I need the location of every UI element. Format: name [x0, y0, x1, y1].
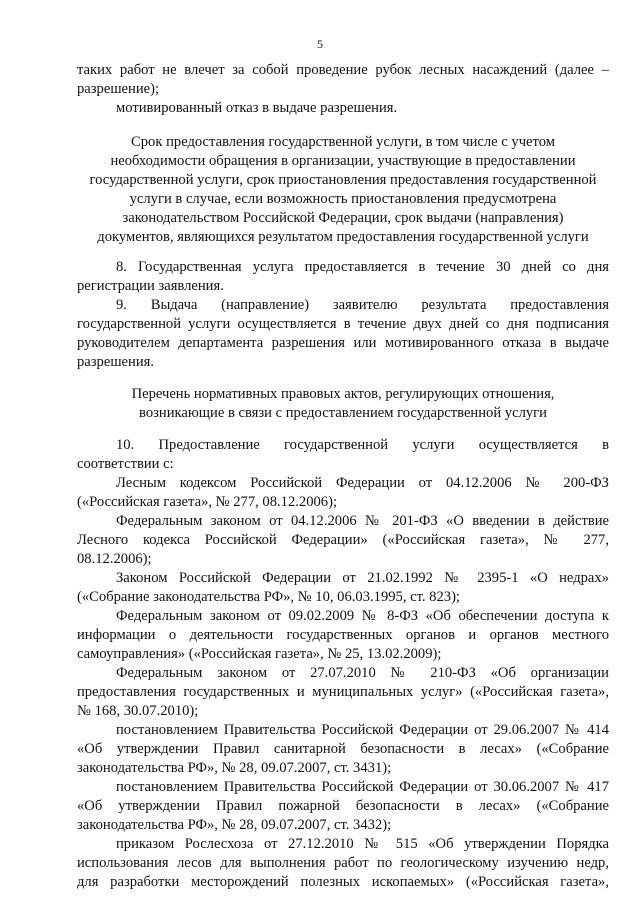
text-line: законодательства РФ», № 28, 09.07.2007, ст. 3432); — [77, 817, 392, 833]
text-line: Лесного кодекса Российской Федерации» («Российская газета», № 277, — [77, 532, 609, 548]
text-line: таких работ не влечет за собой проведение рубок лесных насаждений (далее – — [77, 62, 609, 78]
section-heading-line: возникающие в связи с предоставлением государственной услуги — [139, 405, 547, 421]
text-line: Федеральным законом от 09.02.2009 № 8-ФЗ «Об обеспечении доступа к — [116, 608, 609, 624]
text-line: № 168, 30.07.2010); — [77, 703, 199, 719]
section-heading-line: Срок предоставления государственной услуги, в том числе с учетом — [131, 134, 555, 150]
text-line: руководителем департамента разрешения или мотивированного отказа в выдаче — [77, 335, 609, 351]
text-line: регистрации заявления. — [77, 278, 224, 294]
text-line: информации о деятельности государственных органов и органов местного — [77, 627, 609, 643]
section-heading-line: документов, являющихся результатом предоставления государственной услуги — [97, 229, 589, 245]
text-line: для разработки месторождений полезных ископаемых» («Российская газета», — [77, 874, 609, 890]
text-line: разрешение); — [77, 81, 160, 97]
text-line: («Российская газета», № 277, 08.12.2006); — [77, 494, 338, 510]
text-line: «Об утверждении Правил пожарной безопасности в лесах» («Собрание — [77, 798, 609, 814]
text-line: 10. Предоставление государственной услуги осуществляется в — [116, 437, 609, 453]
text-line: постановлением Правительства Российской Федерации от 29.06.2007 № 414 — [116, 722, 609, 738]
text-line: 9. Выдача (направление) заявителю результата предоставления — [116, 297, 609, 313]
section-heading-line: законодательством Российской Федерации, срок выдачи (направления) — [122, 210, 564, 226]
text-line: приказом Рослесхоза от 27.12.2010 № 515 «Об утверждении Порядка — [116, 836, 609, 852]
text-line: разрешения. — [77, 354, 155, 370]
text-line: постановлением Правительства Российской Федерации от 30.06.2007 № 417 — [116, 779, 609, 795]
section-heading-line: услуги в случае, если возможность приостановления предусмотрена — [129, 191, 557, 207]
text-line: предоставления государственных и муниципальных услуг» («Российская газета», — [77, 684, 609, 700]
text-line: Федеральным законом от 04.12.2006 № 201-ФЗ «О введении в действие — [116, 513, 609, 529]
text-line: Лесным кодексом Российской Федерации от 04.12.2006 № 200-ФЗ — [116, 475, 609, 491]
text-line: соответствии с: — [77, 456, 174, 472]
text-line: мотивированный отказ в выдаче разрешения. — [116, 100, 398, 116]
text-line: государственной услуги осуществляется в течение двух дней со дня подписания — [77, 316, 609, 332]
section-heading-line: государственной услуги, срок приостановления предоставления государственной — [89, 172, 597, 188]
text-line: 08.12.2006); — [77, 551, 152, 567]
text-line: самоуправления» («Российская газета», № 25, 13.02.2009); — [77, 646, 442, 662]
text-line: Законом Российской Федерации от 21.02.1992 № 2395-1 «О недрах» — [116, 570, 609, 586]
page-number: 5 — [317, 37, 323, 51]
text-line: («Собрание законодательства РФ», № 10, 06.03.1995, ст. 823); — [77, 589, 460, 605]
section-heading-line: Перечень нормативных правовых актов, регулирующих отношения, — [131, 386, 555, 402]
text-line: Федеральным законом от 27.07.2010 № 210-ФЗ «Об организации — [116, 665, 609, 681]
text-line: законодательства РФ», № 28, 09.07.2007, ст. 3431); — [77, 760, 392, 776]
text-line: использования лесов для выполнения работ по геологическому изучению недр, — [77, 855, 609, 871]
text-line: «Об утверждении Правил санитарной безопасности в лесах» («Собрание — [77, 741, 609, 757]
text-line: 8. Государственная услуга предоставляется в течение 30 дней со дня — [116, 259, 609, 275]
section-heading-line: необходимости обращения в организации, участвующие в предоставлении — [110, 153, 576, 169]
